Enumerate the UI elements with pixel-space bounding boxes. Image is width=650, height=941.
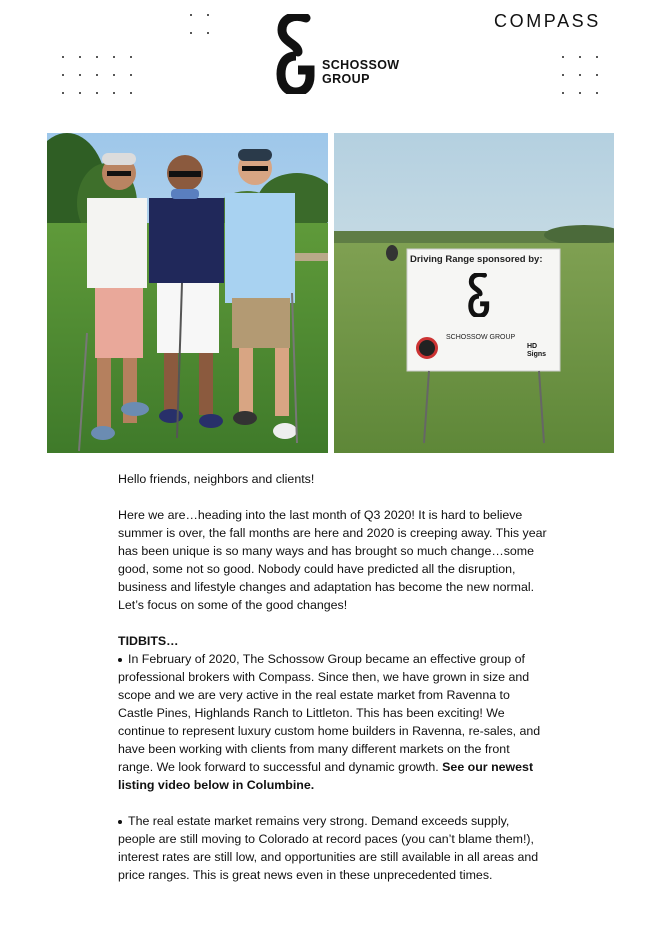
decorative-dots bbox=[62, 56, 132, 94]
sign-sg-icon bbox=[466, 273, 492, 317]
sign-badge-icon bbox=[416, 337, 438, 359]
bullet-1-text: In February of 2020, The Schossow Group became an effective group of professional brokers with Compass. Since then, we have grown in size and scope and we are very active in the real estate market from Ravenna to Castle Pines, Highlands Ranch to Littleton. This has been exciting! We continue to represent luxury custom home builders in Ravenna, re-sales, and have been working with clients from many different markets on the front range. We look forward to successful and dynamic growth. bbox=[118, 652, 541, 774]
intro-paragraph: Here we are…heading into the last month of Q3 2020! It is hard to believe summer is over, the fall months are here and 2020 is creeping away. This year has been unique is so many ways and has brought so much change…some good, some not so good. Nobody could have predicted all the disruption, business and lifestyle changes and adaptation has become the new normal. Let’s focus on some of the good changes! bbox=[118, 508, 547, 612]
sg-logo-icon bbox=[276, 14, 316, 94]
golfers-photo bbox=[47, 133, 328, 453]
schossow-logo[interactable] bbox=[276, 14, 406, 94]
bullet-dot-icon bbox=[118, 820, 122, 824]
tidbits-heading: TIDBITS… bbox=[118, 634, 179, 648]
letter-body bbox=[118, 470, 548, 902]
driving-range-photo bbox=[334, 133, 614, 453]
sign-title: Driving Range sponsored by: bbox=[410, 254, 543, 265]
bullet-2-text: The real estate market remains very strong. Demand exceeds supply, people are still moving to Colorado at record paces (you can’t blame them!), interest rates are still low, and opportunities are still available in all areas and price ranges. This is great news even in these unprecedented times. bbox=[118, 814, 539, 882]
listing-video-link[interactable]: See our newest listing video below in Columbine. bbox=[118, 760, 534, 792]
logo-wordmark bbox=[322, 58, 400, 86]
bullet-item-2 bbox=[118, 812, 548, 884]
decorative-dots bbox=[190, 14, 209, 34]
sign-brand: SCHOSSOW GROUP bbox=[446, 334, 516, 341]
logo-name: SCHOSSOW bbox=[322, 58, 400, 72]
sign-partner: HD Signs bbox=[527, 343, 547, 358]
bullet-item-1 bbox=[118, 650, 548, 794]
bullet-dot-icon bbox=[118, 658, 122, 662]
email-header bbox=[0, 0, 650, 130]
compass-logo[interactable]: COMPASS bbox=[494, 11, 601, 31]
decorative-dots bbox=[562, 56, 598, 94]
greeting: Hello friends, neighbors and clients! bbox=[118, 472, 315, 486]
logo-sub: GROUP bbox=[322, 72, 370, 86]
